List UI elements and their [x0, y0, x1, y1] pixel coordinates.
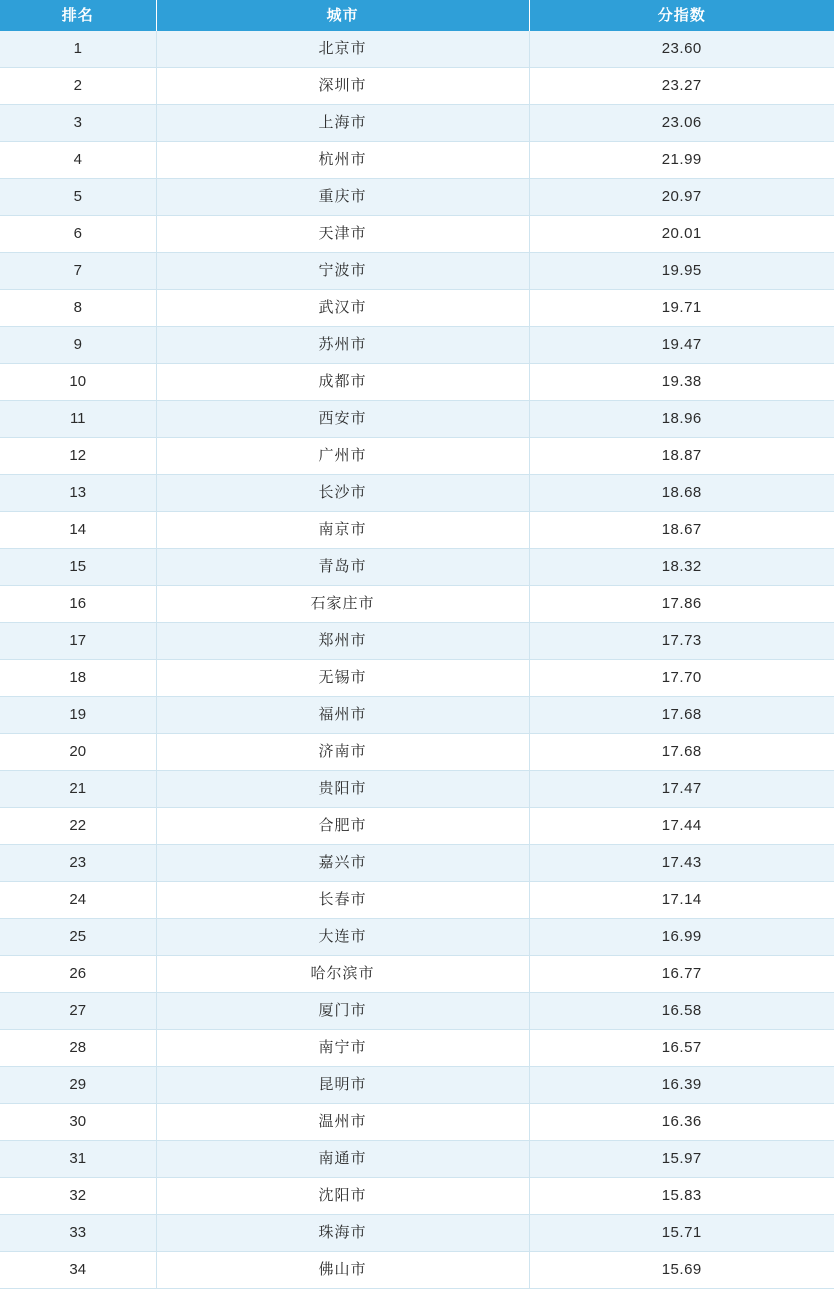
- cell-rank: 1: [0, 31, 156, 68]
- table-row: [0, 68, 834, 105]
- cell-score: 15.83: [529, 1178, 834, 1215]
- cell-city: 武汉市: [156, 290, 529, 327]
- cell-score: 17.68: [529, 734, 834, 771]
- table-header: [0, 0, 834, 31]
- cell-score: 23.27: [529, 68, 834, 105]
- table-row: [0, 1104, 834, 1141]
- cell-rank: 18: [0, 660, 156, 697]
- cell-score: 17.44: [529, 808, 834, 845]
- cell-rank: 14: [0, 512, 156, 549]
- table-row: [0, 512, 834, 549]
- cell-rank: 16: [0, 586, 156, 623]
- cell-score: 15.69: [529, 1252, 834, 1289]
- cell-city: 苏州市: [156, 327, 529, 364]
- cell-rank: 30: [0, 1104, 156, 1141]
- cell-rank: 34: [0, 1252, 156, 1289]
- table-row: [0, 179, 834, 216]
- cell-city: 北京市: [156, 31, 529, 68]
- table-row: [0, 438, 834, 475]
- cell-score: 18.67: [529, 512, 834, 549]
- cell-city: 哈尔滨市: [156, 956, 529, 993]
- table-row: [0, 660, 834, 697]
- cell-score: 18.87: [529, 438, 834, 475]
- cell-score: 18.68: [529, 475, 834, 512]
- cell-rank: 26: [0, 956, 156, 993]
- cell-city: 贵阳市: [156, 771, 529, 808]
- cell-score: 17.47: [529, 771, 834, 808]
- cell-rank: 23: [0, 845, 156, 882]
- table-row: [0, 734, 834, 771]
- cell-score: 15.97: [529, 1141, 834, 1178]
- column-header-city: 城市: [156, 0, 529, 31]
- cell-city: 宁波市: [156, 253, 529, 290]
- cell-city: 长沙市: [156, 475, 529, 512]
- table-body: [0, 31, 834, 1289]
- table-row: [0, 623, 834, 660]
- cell-score: 16.36: [529, 1104, 834, 1141]
- table-row: [0, 919, 834, 956]
- cell-score: 16.58: [529, 993, 834, 1030]
- column-header-rank: 排名: [0, 0, 156, 31]
- table-row: [0, 1215, 834, 1252]
- table-row: [0, 956, 834, 993]
- cell-rank: 28: [0, 1030, 156, 1067]
- table-row: [0, 327, 834, 364]
- cell-score: 17.70: [529, 660, 834, 697]
- column-header-score: 分指数: [529, 0, 834, 31]
- cell-score: 19.71: [529, 290, 834, 327]
- cell-rank: 6: [0, 216, 156, 253]
- cell-score: 17.73: [529, 623, 834, 660]
- cell-score: 19.38: [529, 364, 834, 401]
- cell-city: 长春市: [156, 882, 529, 919]
- cell-city: 昆明市: [156, 1067, 529, 1104]
- cell-rank: 25: [0, 919, 156, 956]
- cell-score: 17.86: [529, 586, 834, 623]
- cell-city: 佛山市: [156, 1252, 529, 1289]
- cell-city: 温州市: [156, 1104, 529, 1141]
- table-row: [0, 771, 834, 808]
- table-row: [0, 1030, 834, 1067]
- cell-rank: 31: [0, 1141, 156, 1178]
- cell-city: 南京市: [156, 512, 529, 549]
- table-row: [0, 1141, 834, 1178]
- cell-city: 青岛市: [156, 549, 529, 586]
- cell-rank: 20: [0, 734, 156, 771]
- table-row: [0, 290, 834, 327]
- cell-city: 无锡市: [156, 660, 529, 697]
- cell-rank: 11: [0, 401, 156, 438]
- cell-rank: 12: [0, 438, 156, 475]
- table-row: [0, 1178, 834, 1215]
- cell-city: 济南市: [156, 734, 529, 771]
- cell-rank: 4: [0, 142, 156, 179]
- table-row: [0, 475, 834, 512]
- table-header-row: [0, 0, 834, 31]
- table-row: [0, 808, 834, 845]
- cell-city: 大连市: [156, 919, 529, 956]
- cell-city: 沈阳市: [156, 1178, 529, 1215]
- cell-score: 15.71: [529, 1215, 834, 1252]
- table-row: [0, 105, 834, 142]
- cell-rank: 19: [0, 697, 156, 734]
- cell-city: 南宁市: [156, 1030, 529, 1067]
- cell-city: 深圳市: [156, 68, 529, 105]
- cell-rank: 32: [0, 1178, 156, 1215]
- cell-rank: 15: [0, 549, 156, 586]
- cell-city: 福州市: [156, 697, 529, 734]
- cell-city: 石家庄市: [156, 586, 529, 623]
- table-row: [0, 401, 834, 438]
- cell-rank: 8: [0, 290, 156, 327]
- table-row: [0, 1252, 834, 1289]
- cell-score: 17.68: [529, 697, 834, 734]
- cell-rank: 33: [0, 1215, 156, 1252]
- cell-rank: 21: [0, 771, 156, 808]
- cell-rank: 13: [0, 475, 156, 512]
- cell-score: 20.97: [529, 179, 834, 216]
- table-row: [0, 31, 834, 68]
- cell-score: 18.32: [529, 549, 834, 586]
- cell-city: 成都市: [156, 364, 529, 401]
- cell-rank: 7: [0, 253, 156, 290]
- cell-score: 16.57: [529, 1030, 834, 1067]
- cell-score: 19.47: [529, 327, 834, 364]
- cell-rank: 3: [0, 105, 156, 142]
- table-row: [0, 1067, 834, 1104]
- cell-score: 23.06: [529, 105, 834, 142]
- table-row: [0, 993, 834, 1030]
- cell-city: 郑州市: [156, 623, 529, 660]
- table-row: [0, 882, 834, 919]
- cell-score: 17.43: [529, 845, 834, 882]
- cell-city: 广州市: [156, 438, 529, 475]
- table-row: [0, 364, 834, 401]
- cell-score: 16.99: [529, 919, 834, 956]
- table-row: [0, 549, 834, 586]
- cell-city: 西安市: [156, 401, 529, 438]
- table-row: [0, 216, 834, 253]
- cell-score: 18.96: [529, 401, 834, 438]
- cell-city: 合肥市: [156, 808, 529, 845]
- cell-rank: 22: [0, 808, 156, 845]
- cell-score: 16.39: [529, 1067, 834, 1104]
- cell-score: 21.99: [529, 142, 834, 179]
- cell-city: 杭州市: [156, 142, 529, 179]
- cell-score: 20.01: [529, 216, 834, 253]
- cell-score: 16.77: [529, 956, 834, 993]
- cell-rank: 27: [0, 993, 156, 1030]
- cell-city: 南通市: [156, 1141, 529, 1178]
- cell-city: 厦门市: [156, 993, 529, 1030]
- cell-rank: 17: [0, 623, 156, 660]
- table-row: [0, 142, 834, 179]
- cell-rank: 10: [0, 364, 156, 401]
- cell-score: 17.14: [529, 882, 834, 919]
- table-row: [0, 586, 834, 623]
- cell-score: 23.60: [529, 31, 834, 68]
- table-row: [0, 253, 834, 290]
- cell-rank: 9: [0, 327, 156, 364]
- table-row: [0, 697, 834, 734]
- cell-city: 重庆市: [156, 179, 529, 216]
- cell-city: 珠海市: [156, 1215, 529, 1252]
- cell-city: 上海市: [156, 105, 529, 142]
- cell-rank: 24: [0, 882, 156, 919]
- cell-city: 嘉兴市: [156, 845, 529, 882]
- cell-score: 19.95: [529, 253, 834, 290]
- cell-city: 天津市: [156, 216, 529, 253]
- table-row: [0, 845, 834, 882]
- cell-rank: 29: [0, 1067, 156, 1104]
- cell-rank: 5: [0, 179, 156, 216]
- cell-rank: 2: [0, 68, 156, 105]
